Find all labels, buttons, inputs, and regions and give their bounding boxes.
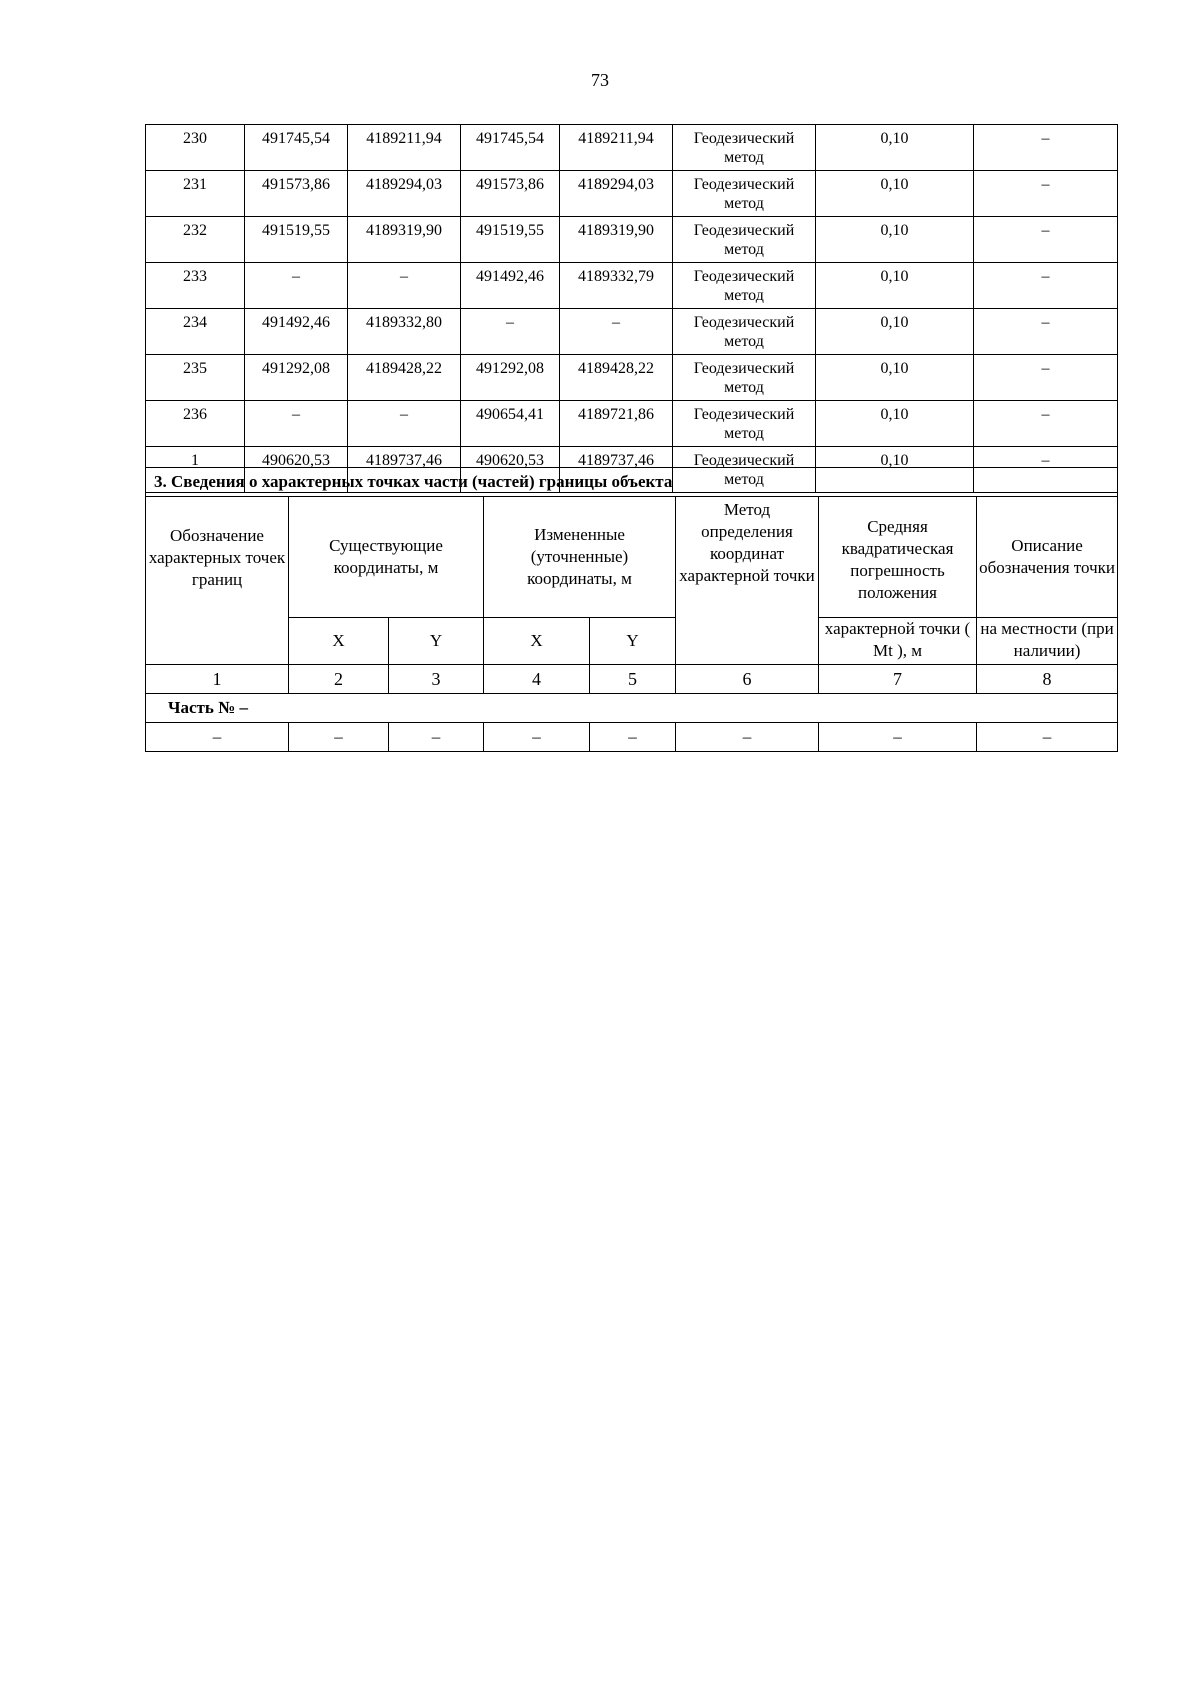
column-number: 2 (289, 665, 389, 694)
point-number-cell: 233 (146, 263, 245, 309)
x-changed-cell: – (461, 309, 560, 355)
y-existing-cell: 4189319,90 (348, 217, 461, 263)
x-existing-cell: – (245, 401, 348, 447)
section-title: 3. Сведения о характерных точках части (частей) границы объекта (146, 468, 1118, 497)
error-cell: 0,10 (816, 355, 974, 401)
y-changed-cell: 4189319,90 (560, 217, 673, 263)
y-existing-cell: 4189428,22 (348, 355, 461, 401)
table-row (146, 217, 1118, 263)
point-number-cell: 232 (146, 217, 245, 263)
y-existing-cell: – (348, 263, 461, 309)
column-number: 6 (676, 665, 819, 694)
page-number: 73 (591, 70, 609, 90)
header-existing-coords: Существующие координаты, м (289, 497, 484, 618)
y-existing-cell: 4189211,94 (348, 125, 461, 171)
table-row (146, 171, 1118, 217)
column-number: 3 (389, 665, 484, 694)
error-cell: 0,10 (816, 447, 974, 493)
point-number-cell: 1 (146, 447, 245, 493)
y-existing-cell: – (348, 401, 461, 447)
points-table (145, 124, 1118, 493)
header-designation: Обозначение характерных точек границ (146, 497, 289, 665)
error-cell: 0,10 (816, 217, 974, 263)
table-row (146, 125, 1118, 171)
x-changed-cell: 491519,55 (461, 217, 560, 263)
method-cell: Геодезический метод (673, 125, 816, 171)
column-number: 7 (819, 665, 977, 694)
empty-cell: – (676, 723, 819, 752)
point-number-cell: 236 (146, 401, 245, 447)
x-existing-cell: 491573,86 (245, 171, 348, 217)
method-cell: Геодезический метод (673, 355, 816, 401)
description-cell: – (974, 217, 1118, 263)
empty-cell: – (977, 723, 1118, 752)
method-cell: Геодезический метод (673, 263, 816, 309)
error-cell: 0,10 (816, 263, 974, 309)
part-label: Часть № – (146, 694, 1118, 723)
point-number-cell: 234 (146, 309, 245, 355)
table-row (146, 401, 1118, 447)
x-changed-cell: 490654,41 (461, 401, 560, 447)
description-cell: – (974, 263, 1118, 309)
error-cell: 0,10 (816, 309, 974, 355)
table-row (146, 309, 1118, 355)
header-y-changed: Y (590, 618, 676, 665)
x-existing-cell: 491492,46 (245, 309, 348, 355)
x-changed-cell: 491492,46 (461, 263, 560, 309)
description-cell: – (974, 447, 1118, 493)
x-existing-cell: – (245, 263, 348, 309)
empty-cell: – (590, 723, 676, 752)
column-number: 5 (590, 665, 676, 694)
description-cell: – (974, 309, 1118, 355)
x-existing-cell: 491745,54 (245, 125, 348, 171)
method-cell: Геодезический метод (673, 309, 816, 355)
method-cell: Геодезический метод (673, 401, 816, 447)
y-changed-cell: 4189211,94 (560, 125, 673, 171)
x-existing-cell: 491292,08 (245, 355, 348, 401)
y-existing-cell: 4189294,03 (348, 171, 461, 217)
error-cell: 0,10 (816, 171, 974, 217)
column-number: 1 (146, 665, 289, 694)
y-changed-cell: 4189428,22 (560, 355, 673, 401)
x-changed-cell: 491745,54 (461, 125, 560, 171)
method-cell: Геодезический метод (673, 447, 816, 493)
empty-cell: – (289, 723, 389, 752)
header-x-changed: X (484, 618, 590, 665)
description-cell: – (974, 171, 1118, 217)
y-changed-cell: 4189294,03 (560, 171, 673, 217)
y-existing-cell: 4189332,80 (348, 309, 461, 355)
empty-cell: – (819, 723, 977, 752)
error-cell: 0,10 (816, 401, 974, 447)
table-row (146, 355, 1118, 401)
method-cell: Геодезический метод (673, 171, 816, 217)
point-number-cell: 235 (146, 355, 245, 401)
column-number: 8 (977, 665, 1118, 694)
y-changed-cell: 4189332,79 (560, 263, 673, 309)
y-existing-cell: 4189737,46 (348, 447, 461, 493)
error-cell: 0,10 (816, 125, 974, 171)
header-x-existing: X (289, 618, 389, 665)
column-number: 4 (484, 665, 590, 694)
y-changed-cell: – (560, 309, 673, 355)
x-changed-cell: 490620,53 (461, 447, 560, 493)
header-error-top: Средняя квадратическая погрешность положения (819, 497, 977, 618)
section3-table (145, 467, 1118, 752)
empty-cell: – (484, 723, 590, 752)
empty-cell: – (389, 723, 484, 752)
header-method: Метод определения координат характерной точки (676, 497, 819, 665)
point-number-cell: 231 (146, 171, 245, 217)
x-existing-cell: 491519,55 (245, 217, 348, 263)
x-existing-cell: 490620,53 (245, 447, 348, 493)
method-cell: Геодезический метод (673, 217, 816, 263)
header-y-existing: Y (389, 618, 484, 665)
description-cell: – (974, 355, 1118, 401)
empty-cell: – (146, 723, 289, 752)
y-changed-cell: 4189721,86 (560, 401, 673, 447)
point-number-cell: 230 (146, 125, 245, 171)
header-description-bottom: на местности (при наличии) (977, 618, 1118, 665)
x-changed-cell: 491292,08 (461, 355, 560, 401)
description-cell: – (974, 125, 1118, 171)
description-cell: – (974, 401, 1118, 447)
y-changed-cell: 4189737,46 (560, 447, 673, 493)
header-error-bottom: характерной точки ( Mt ), м (819, 618, 977, 665)
header-description-top: Описание обозначения точки (977, 497, 1118, 618)
x-changed-cell: 491573,86 (461, 171, 560, 217)
header-changed-coords: Измененные (уточненные) координаты, м (484, 497, 676, 618)
table-row (146, 263, 1118, 309)
